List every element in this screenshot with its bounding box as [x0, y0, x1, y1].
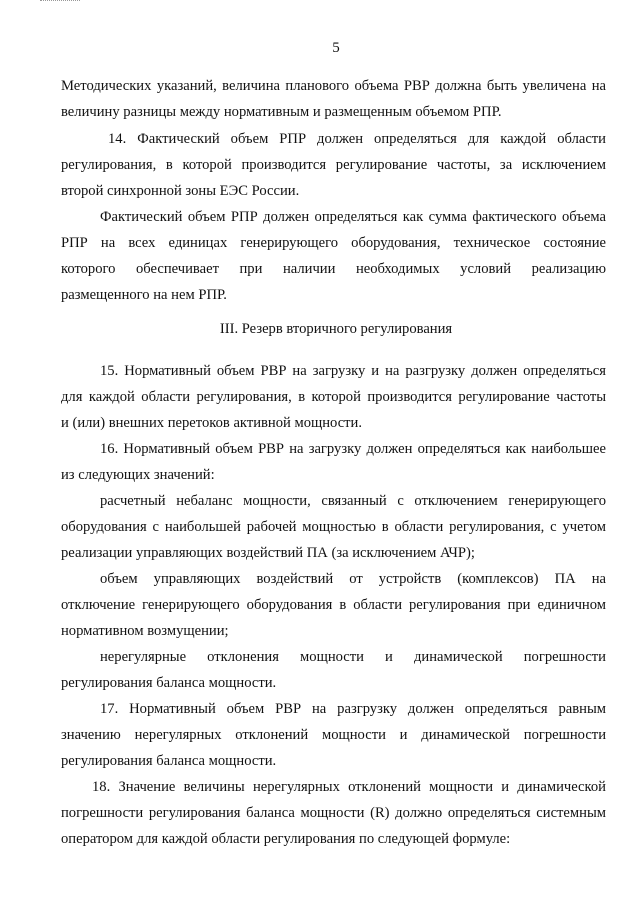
section-heading: III. Резерв вторичного регулирования	[219, 321, 453, 337]
text-line: 15. Нормативный объем РВР на загрузку и на разгрузку должен определяться	[100, 363, 606, 379]
text-line: 18. Значение величины нерегулярных отклонений мощности и динамической	[92, 779, 606, 795]
text-line: 17. Нормативный объем РВР на разгрузку должен определяться равным	[100, 701, 606, 717]
text-line: оператором для каждой области регулирования по следующей формуле:	[61, 831, 511, 847]
scan-mark	[40, 0, 80, 3]
text-line: реализации управляющих воздействий ПА (за исключением АЧР);	[61, 545, 475, 561]
text-line: объем управляющих воздействий от устройств (комплексов) ПА на	[100, 571, 606, 587]
text-line: 14. Фактический объем РПР должен определяться для каждой области	[108, 131, 606, 147]
text-line: регулирования, в которой производится регулирование частоты, за исключением	[61, 157, 606, 173]
page-number: 5	[332, 40, 340, 56]
text-line: погрешности регулирования баланса мощности (R) должно определяться системным	[61, 805, 606, 821]
text-line: нерегулярные отклонения мощности и динамической погрешности	[100, 649, 606, 665]
text-line: второй синхронной зоны ЕЭС России.	[61, 183, 300, 199]
text-line: для каждой области регулирования, в которой производится регулирование частоты	[61, 389, 606, 405]
text-line: Фактический объем РПР должен определяться как сумма фактического объема	[100, 209, 606, 225]
text-line: 16. Нормативный объем РВР на загрузку должен определяться как наибольшее	[100, 441, 606, 457]
text-line: оборудования с наибольшей рабочей мощностью в области регулирования, с учетом	[61, 519, 606, 535]
text-line: из следующих значений:	[61, 467, 215, 483]
text-line: расчетный небаланс мощности, связанный с отключением генерирующего	[100, 493, 606, 509]
text-line: которого обеспечивает при наличии необходимых условий реализацию	[61, 261, 606, 277]
text-line: величину разницы между нормативным и размещенным объемом РПР.	[61, 104, 502, 120]
text-line: размещенного на нем РПР.	[61, 287, 227, 303]
text-line: значению нерегулярных отклонений мощности и динамической погрешности	[61, 727, 606, 743]
text-line: регулирования баланса мощности.	[61, 753, 277, 769]
text-line: Методических указаний, величина планового объема РВР должна быть увеличена на	[61, 78, 606, 94]
text-line: нормативном возмущении;	[61, 623, 229, 639]
text-line: отключение генерирующего оборудования в области регулирования при единичном	[61, 597, 606, 613]
text-line: регулирования баланса мощности.	[61, 675, 277, 691]
text-line: и (или) внешних перетоков активной мощности.	[61, 415, 363, 431]
text-line: РПР на всех единицах генерирующего оборудования, техническое состояние	[61, 235, 606, 251]
